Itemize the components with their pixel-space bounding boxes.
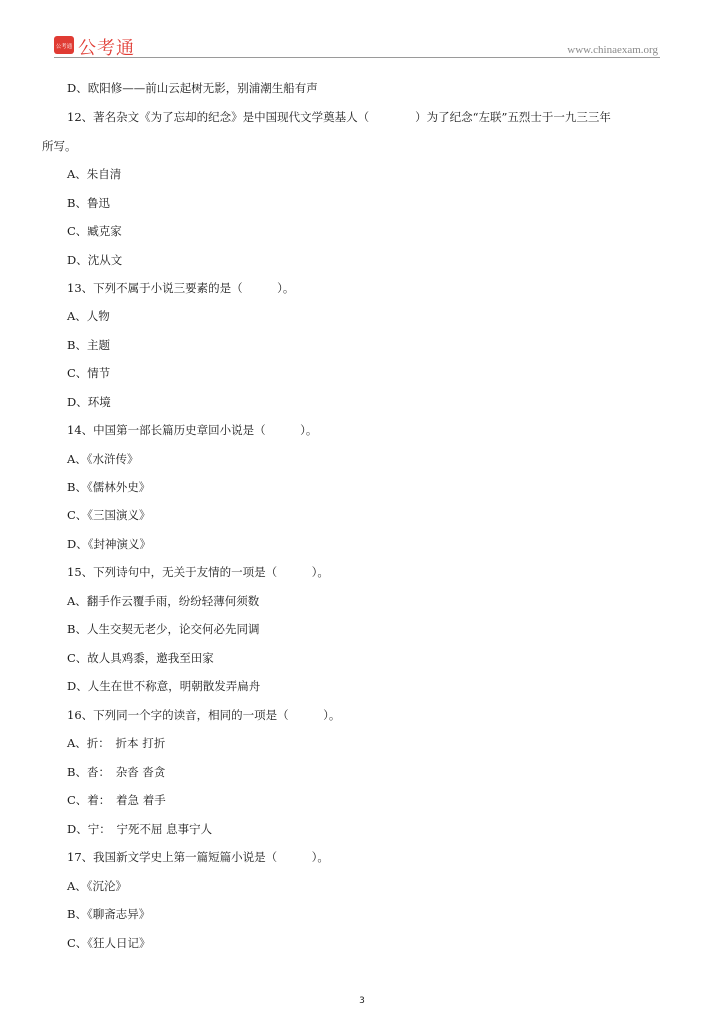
option-line: D、欧阳修——前山云起树无影，别浦潮生船有声 — [67, 81, 318, 95]
option-line: B、鲁迅 — [67, 196, 110, 210]
question-line: 14、中国第一部长篇历史章回小说是（ ）。 — [67, 423, 318, 437]
option-line: C、《狂人日记》 — [67, 936, 151, 950]
question-line: 16、下列同一个字的读音，相同的一项是（ ）。 — [67, 708, 341, 722]
option-line: D、人生在世不称意，明朝散发弄扁舟 — [67, 679, 261, 693]
option-line: A、《沉沦》 — [67, 879, 128, 893]
logo-text: 公考通 — [78, 38, 135, 59]
option-line: B、沓： 杂沓 沓贪 — [67, 765, 166, 779]
question-line: 12、著名杂文《为了忘却的纪念》是中国现代文学奠基人（ ）为了纪念“左联”五烈士于一九三三年 — [67, 110, 611, 124]
option-line: C、着： 着急 着手 — [67, 793, 166, 807]
question-line-continued: 所写。 — [42, 139, 77, 153]
option-line: B、主题 — [67, 338, 110, 352]
page-header — [54, 36, 664, 58]
option-line: A、人物 — [67, 309, 110, 323]
option-line: D、沈从文 — [67, 253, 123, 267]
header-divider — [54, 57, 660, 58]
site-url: www.chinaexam.org — [567, 44, 658, 56]
option-line: C、臧克家 — [67, 224, 122, 238]
page-number: 3 — [359, 996, 365, 1006]
option-line: C、情节 — [67, 366, 111, 380]
question-line: 15、下列诗句中，无关于友情的一项是（ ）。 — [67, 565, 329, 579]
option-line: B、人生交契无老少，论交何必先同调 — [67, 622, 260, 636]
option-line: C、故人具鸡黍，邀我至田家 — [67, 651, 214, 665]
option-line: A、翻手作云覆手雨，纷纷轻薄何须数 — [67, 594, 260, 608]
option-line: A、朱自清 — [67, 167, 122, 181]
option-line: D、《封神演义》 — [67, 537, 151, 551]
logo-badge-text: 公考通 — [55, 42, 73, 50]
option-line: B、《儒林外史》 — [67, 480, 151, 494]
question-line: 17、我国新文学史上第一篇短篇小说是（ ）。 — [67, 850, 329, 864]
option-line: B、《聊斋志异》 — [67, 907, 151, 921]
option-line: A、折： 折本 打折 — [67, 736, 166, 750]
option-line: D、宁： 宁死不屈 息事宁人 — [67, 822, 213, 836]
logo-badge — [54, 36, 74, 54]
option-line: D、环境 — [67, 395, 111, 409]
option-line: A、《水浒传》 — [67, 452, 139, 466]
question-line: 13、下列不属于小说三要素的是（ ）。 — [67, 281, 295, 295]
option-line: C、《三国演义》 — [67, 508, 151, 522]
